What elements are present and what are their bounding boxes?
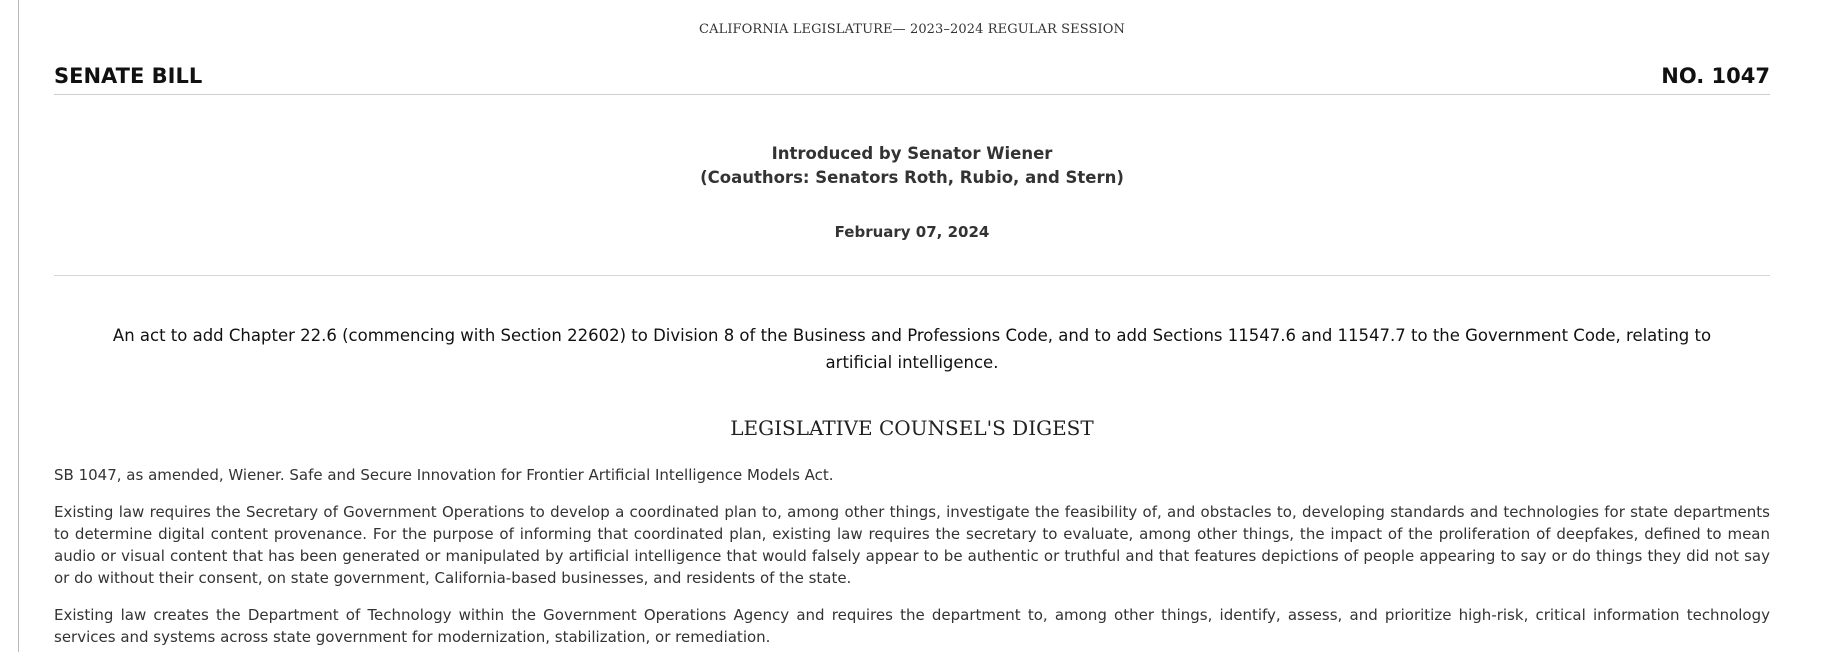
session-heading: CALIFORNIA LEGISLATURE— 2023–2024 REGULAR SESSION [699, 22, 1125, 37]
bill-number: NO. 1047 [1661, 64, 1770, 88]
digest-paragraph: SB 1047, as amended, Wiener. Safe and Secure Innovation for Frontier Artificial Intelligence Models Act. [54, 466, 834, 484]
section-divider [54, 275, 1770, 276]
coauthors: (Coauthors: Senators Roth, Rubio, and Stern) [700, 168, 1124, 187]
act-description: An act to add Chapter 22.6 (commencing with Section 22602) to Division 8 of the Business and Professions Code, and to add Sections 11547.6 and 11547.7 to the Government Code, relating to artificial intelligence. [112, 326, 1712, 372]
bill-type: SENATE BILL [54, 64, 203, 88]
digest-title: LEGISLATIVE COUNSEL'S DIGEST [730, 416, 1094, 440]
bill-title-row [54, 64, 1770, 95]
introduction-block [54, 142, 1770, 190]
digest-paragraph: Existing law creates the Department of Technology within the Government Operations Agency and requires the department to, among other things, identify, assess, and prioritize high-risk, critical information technology services and systems across state government for modernization, stabilization, or remediation. [54, 606, 1770, 646]
introduction-date: February 07, 2024 [834, 223, 990, 241]
digest-paragraph: Existing law requires the Secretary of Government Operations to develop a coordinated plan to, among other things, investigate the feasibility of, and obstacles to, developing standards and technologies for state departments to determine digital content provenance. For the purpose of informing that coordinated plan, existing law requires the secretary to evaluate, among other things, the impact of the proliferation of deepfakes, defined to mean audio or visual content that has been generated or manipulated by artificial intelligence that would falsely appear to be authentic or truthful and that features depictions of people appearing to say or do things they did not say or do without their consent, on state government, California-based businesses, and residents of the state. [54, 503, 1770, 587]
introduced-by: Introduced by Senator Wiener [771, 144, 1053, 163]
